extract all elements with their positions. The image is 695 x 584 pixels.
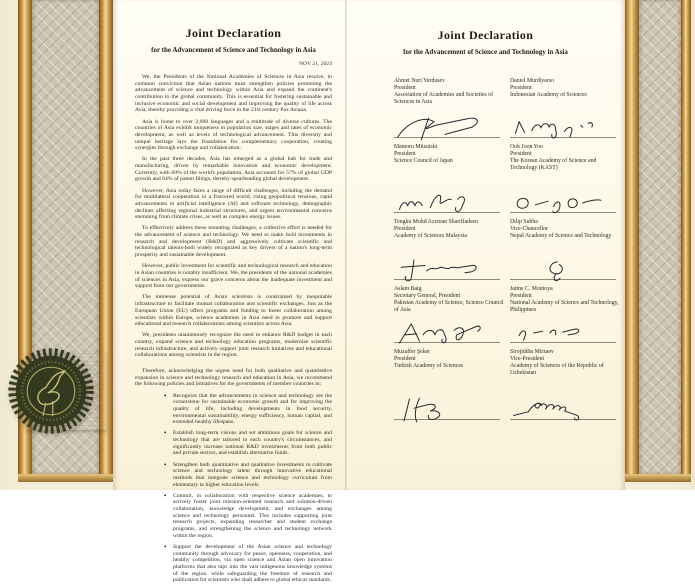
- signatory-block: Jaime C. Montoya President National Academy of Science and Technology, Philippines: [510, 286, 622, 349]
- bullet-item: • Support the development of the Asian science and technology community through advocacy for peace, openness, cooperation, and healthy competition, via open science and Asian open innovation platforms that also taps into the vast indigenous knowledge systems of the region. while safeguarding the freedom of research and publication for scientists who shall adhere to global ethical standards.: [165, 544, 332, 584]
- signatures-page: [346, 0, 625, 490]
- signatory-block: Ahmet Nuri Yurdusev President Association of Academies and Societies of Sciences in Asia: [394, 78, 506, 144]
- signature-line: [510, 242, 622, 286]
- signatories-grid: [394, 78, 625, 426]
- signature-line: [394, 167, 506, 219]
- signatory-block: Tengku Mohd Azzman Shariffadeen President Academy of Sciences Malaysia: [394, 219, 506, 286]
- gold-band-right-inner: [624, 0, 639, 474]
- signatory-block: Dilip Subba Vice-Chancellor Nepal Academy of Science and Technology: [510, 219, 622, 286]
- bullet-item: • Strengthen both quantitative and qualitative investments to cultivate science and technology talent through innovative educational methods that integrate science and technology curriculum from elementary to higher education levels.: [165, 462, 332, 489]
- recommendations-list: [135, 393, 332, 584]
- signature-ink: [510, 255, 610, 285]
- page-fold-divider: [345, 0, 347, 490]
- signatory-block: Ook Joon Yoo President The Korean Academy of Science and Technology (KAST): [510, 144, 622, 219]
- paragraph: We, the Presidents of the National Academies of Sciences in Asia resolve, in common conviction that Asian nations must strengthen policies promoting the advancement of science and technology within Asia and expand the continent's contribution to the global community. This is essential for fostering sustainable and inclusive economic and social development and improving the quality of life across Asia, thereby providing a vital driving force in the 21st century Pax Asiana.: [135, 74, 332, 114]
- signature-line: [510, 379, 622, 426]
- signature-line: [510, 101, 622, 144]
- page-title: Joint Declaration: [185, 26, 282, 40]
- gold-band-left-bottom-cap: [18, 474, 113, 482]
- signatory-block: Mamoru Mitsuishi President Science Council of Japan: [394, 144, 506, 219]
- signature-ink: [394, 188, 494, 218]
- signatory-block: Sirojiddin Mirzaev Vice-President Academy of Sciences of the Republic of Uzbekistan: [510, 349, 622, 426]
- recommendations-intro: Therefore, acknowledging the urgent need for both qualitative and quantitative expansion in science and technology research and education in Asia, we recommend the following policies and initiatives for the governments of member countries in:: [135, 368, 332, 388]
- signature-ink: [394, 113, 494, 143]
- signatory-block: Aslam Baig Secretary General, President Pakistan Academy of Science, Science Council of Asia: [394, 286, 506, 349]
- paragraph: The immense potential of Asian scientists is constrained by inequitable infrastructure to facilitate mutual collaboration and scientific exchanges. Just as the European Union (EU) offers programs and funding to foster collaboration among scientists within Europe, science academies in Asia need to promote and support educational and research collaborations among scientists across Asia.: [135, 294, 332, 328]
- declaration-text-page: [113, 0, 346, 584]
- paragraph: However, public investment for scientific and technological research and education in Asian countries is notably insufficient. We, the presidents of the national academies of sciences in Asia, express our grave concerns about the inadequate investment and support from our governments.: [135, 263, 332, 290]
- paragraph: Asia is home to over 2,000 languages and a multitude of diverse cultures. The countries of Asia exhibit uniqueness in population size, stages and rates of economic development, as well as levels of technological advancement. This diversity and unique heritage lays the foundation for complementary cooperation, creating synergies through exchange and collaboration.: [135, 118, 332, 152]
- signature-line: [510, 174, 622, 219]
- document-date: NOV 21, 2024: [299, 61, 332, 67]
- signature-ink: [510, 188, 610, 218]
- signatory-block: Muzaffer Şeker President Turkish Academy of Sciences: [394, 349, 506, 426]
- signature-ink: [394, 395, 494, 425]
- signature-ink: [510, 113, 610, 143]
- page-subtitle: for the Advancement of Science and Technology in Asia: [151, 46, 316, 54]
- signature-line: [394, 372, 506, 426]
- bullet-item: • Establish long-term visions and set ambitious goals for science and technology that are tailored to each country's circumstances, and significantly increase national R&D investments from both public and private sectors, and establish alternative funds.: [165, 430, 332, 457]
- signature-ink: [510, 318, 610, 348]
- crane-emblem-seal: [7, 347, 95, 435]
- declaration-body: [135, 74, 332, 584]
- quilted-band-right: [639, 0, 681, 474]
- paragraph: However, Asia today faces a range of difficult challenges, including the demand for multilateral cooperation in a fractured world, rising geopolitical tensions, rapid advancements in artificial intelligence (AI) and software technology, demographic declines affecting regional industrial structures, and urgent environmental concerns stemming from climate crises, as well as complex energy issues.: [135, 187, 332, 221]
- paragraph: In the past three decades, Asia has emerged as a global hub for trade and manufacturing, driven by remarkable innovation and economic development. Currently, with 60% of the world's population, Asia accounts for 57% of global GDP growth and 64% of patent filings, thereby spearheading global development.: [135, 156, 332, 183]
- signature-line: [394, 108, 506, 144]
- gold-band-right-outer: [681, 0, 691, 474]
- paragraph: We, presidents unanimously recognize the need to enhance R&D budget in each country, expand science and technology education programs, modernize scientific research infrastructure, and actively support joint research initiatives and educational collaborations among scientists in the region.: [135, 332, 332, 359]
- signature-ink: [394, 318, 494, 348]
- gold-band-right-bottom-cap: [624, 474, 691, 482]
- bullet-item: • Commit, in collaboration with respective science academies, to actively foster joint mission-oriented research and solution-driven collaboration, knowledge development, and exchanges among science and technology personnel. This includes supporting joint research projects, expanding researcher and student exchange programs, and strengthening the science and technology network within the region.: [165, 493, 332, 540]
- signature-line: [394, 242, 506, 286]
- signatory-block: Daniel Murdiyarso President Indonesian Academy of Sciences: [510, 78, 622, 144]
- page-title: Joint Declaration: [437, 28, 534, 42]
- signature-line: [394, 316, 506, 349]
- signature-ink: [510, 395, 610, 425]
- signature-line: [510, 316, 622, 349]
- paragraph: To effectively address these mounting challenges, a collective effort is needed for the advancement of science and technology. We need to make bold investments in research and development (R&D) and aggressively cultivate scientific and technological talents-both widely recognized as key drivers of a nation's long-term prosperity and sustainable development.: [135, 225, 332, 259]
- signature-ink: [394, 255, 494, 285]
- bullet-item: • Recognize that the advancements in science and technology are the cornerstone for sustainable economic growth and for improving the quality of life, including developments in food security, environmental sustainability, energy sufficiency, human capital, and extended healthy lifespans.: [165, 393, 332, 426]
- page-subtitle: for the Advancement of Science and Technology in Asia: [403, 48, 568, 56]
